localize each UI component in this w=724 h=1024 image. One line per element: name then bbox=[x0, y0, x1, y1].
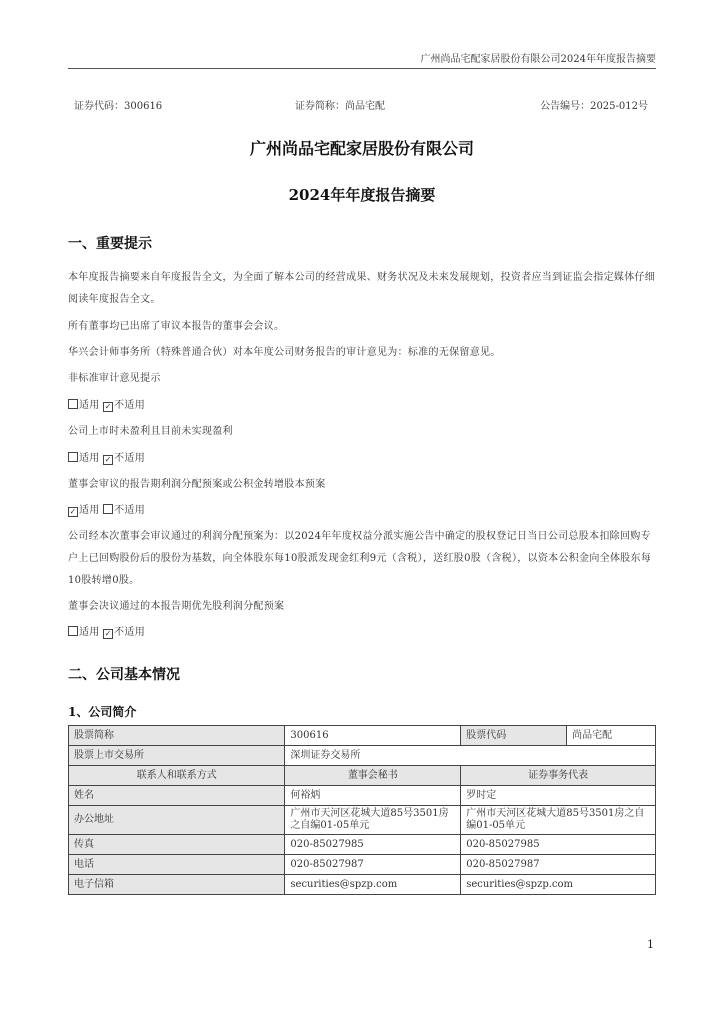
checkbox-line-4: 适用 ✓ 不适用 bbox=[68, 622, 658, 644]
table-cell: 传真 bbox=[69, 835, 285, 855]
running-header: 广州尚品宅配家居股份有限公司2024年年度报告摘要 bbox=[420, 54, 656, 65]
page-number: 1 bbox=[647, 938, 654, 951]
table-cell: 电子信箱 bbox=[69, 875, 285, 895]
unchecked-box-icon bbox=[68, 452, 78, 462]
company-title: 广州尚品宅配家居股份有限公司 bbox=[249, 139, 474, 158]
unchecked-box-icon bbox=[68, 626, 78, 636]
checked-box-icon: ✓ bbox=[104, 402, 112, 411]
table-row bbox=[69, 766, 656, 786]
table-cell: securities@spzp.com bbox=[285, 875, 461, 895]
table-cell: 姓名 bbox=[69, 786, 285, 806]
table-cell: 深圳证券交易所 bbox=[285, 746, 656, 766]
paragraph-distribution-plan: 公司经本次董事会审议通过的利润分配预案为：以2024年年度权益分派实施公告中确定的股权登记日当日公司总股本扣除回购专户上已回购股份后的股份为基数，向全体股东每10股派发现金红利9元（含税），送红股0股（含税），以资本公积金向全体股东每10股转增0股。 bbox=[68, 531, 652, 586]
section-heading-company-basics: 二、公司基本情况 bbox=[68, 667, 180, 683]
table-cell: 股票简称 bbox=[69, 726, 285, 746]
announcement-number: 公告编号：2025-012号 bbox=[540, 101, 648, 112]
table-cell: 尚品宅配 bbox=[567, 726, 656, 746]
checkbox-line-3: ✓ 适用 不适用 bbox=[69, 505, 145, 516]
report-title: 2024年年度报告摘要 bbox=[288, 186, 436, 204]
paragraph-profit-distribution: 董事会审议的报告期利润分配预案或公积金转增股本预案 bbox=[68, 479, 326, 490]
table-cell: securities@spzp.com bbox=[461, 875, 656, 895]
table-cell: 董事会秘书 bbox=[285, 766, 461, 786]
table-row bbox=[69, 806, 656, 835]
header-divider bbox=[68, 68, 656, 69]
checked-box-icon: ✓ bbox=[104, 629, 112, 638]
stock-abbreviation: 证券简称：尚品宅配 bbox=[295, 101, 385, 112]
table-cell: 证券事务代表 bbox=[461, 766, 656, 786]
company-profile-table bbox=[68, 725, 656, 895]
table-cell: 020-85027987 bbox=[285, 855, 461, 875]
checkbox-line-1: 适用 ✓ 不适用 bbox=[68, 395, 658, 417]
table-cell: 020-85027987 bbox=[461, 855, 656, 875]
table-row bbox=[69, 726, 656, 746]
table-row bbox=[69, 875, 656, 895]
unchecked-box-icon bbox=[103, 504, 113, 514]
paragraph-board-attendance: 所有董事均已出席了审议本报告的董事会会议。 bbox=[68, 321, 285, 332]
table-row bbox=[69, 786, 656, 806]
table-cell: 罗时定 bbox=[461, 786, 656, 806]
section-heading-important-notes: 一、重要提示 bbox=[68, 236, 152, 252]
table-cell: 广州市天河区花城大道85号3501房之自编01-05单元 bbox=[285, 806, 461, 835]
table-cell: 办公地址 bbox=[69, 806, 285, 835]
paragraph-nonstandard-audit: 非标准审计意见提示 bbox=[68, 373, 161, 384]
table-cell: 020-85027985 bbox=[461, 835, 656, 855]
checked-box-icon: ✓ bbox=[69, 507, 77, 516]
paragraph-audit-opinion: 华兴会计师事务所（特殊普通合伙）对本年度公司财务报告的审计意见为：标准的无保留意见。 bbox=[68, 347, 501, 358]
paragraph-not-profitable: 公司上市时未盈利且目前未实现盈利 bbox=[68, 426, 233, 437]
table-row bbox=[69, 835, 656, 855]
paragraph-intro: 本年度报告摘要来自年度报告全文，为全面了解本公司的经营成果、财务状况及未来发展规划，投资者应当到证监会指定媒体仔细阅读年度报告全文。 bbox=[68, 272, 656, 305]
table-cell: 020-85027985 bbox=[285, 835, 461, 855]
subsection-company-profile: 1、公司简介 bbox=[68, 705, 137, 719]
table-cell: 股票代码 bbox=[461, 726, 567, 746]
checkbox-line-2: 适用 ✓ 不适用 bbox=[68, 448, 658, 470]
table-cell: 联系人和联系方式 bbox=[69, 766, 285, 786]
table-cell: 300616 bbox=[285, 726, 461, 746]
table-cell: 广州市天河区花城大道85号3501房之自编01-05单元 bbox=[461, 806, 656, 835]
table-cell: 何裕炳 bbox=[285, 786, 461, 806]
unchecked-box-icon bbox=[68, 399, 78, 409]
table-row bbox=[69, 855, 656, 875]
checked-box-icon: ✓ bbox=[104, 455, 112, 464]
stock-code: 证券代码：300616 bbox=[74, 101, 163, 112]
table-cell: 股票上市交易所 bbox=[69, 746, 285, 766]
paragraph-preferred-stock: 董事会决议通过的本报告期优先股利润分配预案 bbox=[68, 601, 285, 612]
table-row bbox=[69, 746, 656, 766]
table-cell: 电话 bbox=[69, 855, 285, 875]
